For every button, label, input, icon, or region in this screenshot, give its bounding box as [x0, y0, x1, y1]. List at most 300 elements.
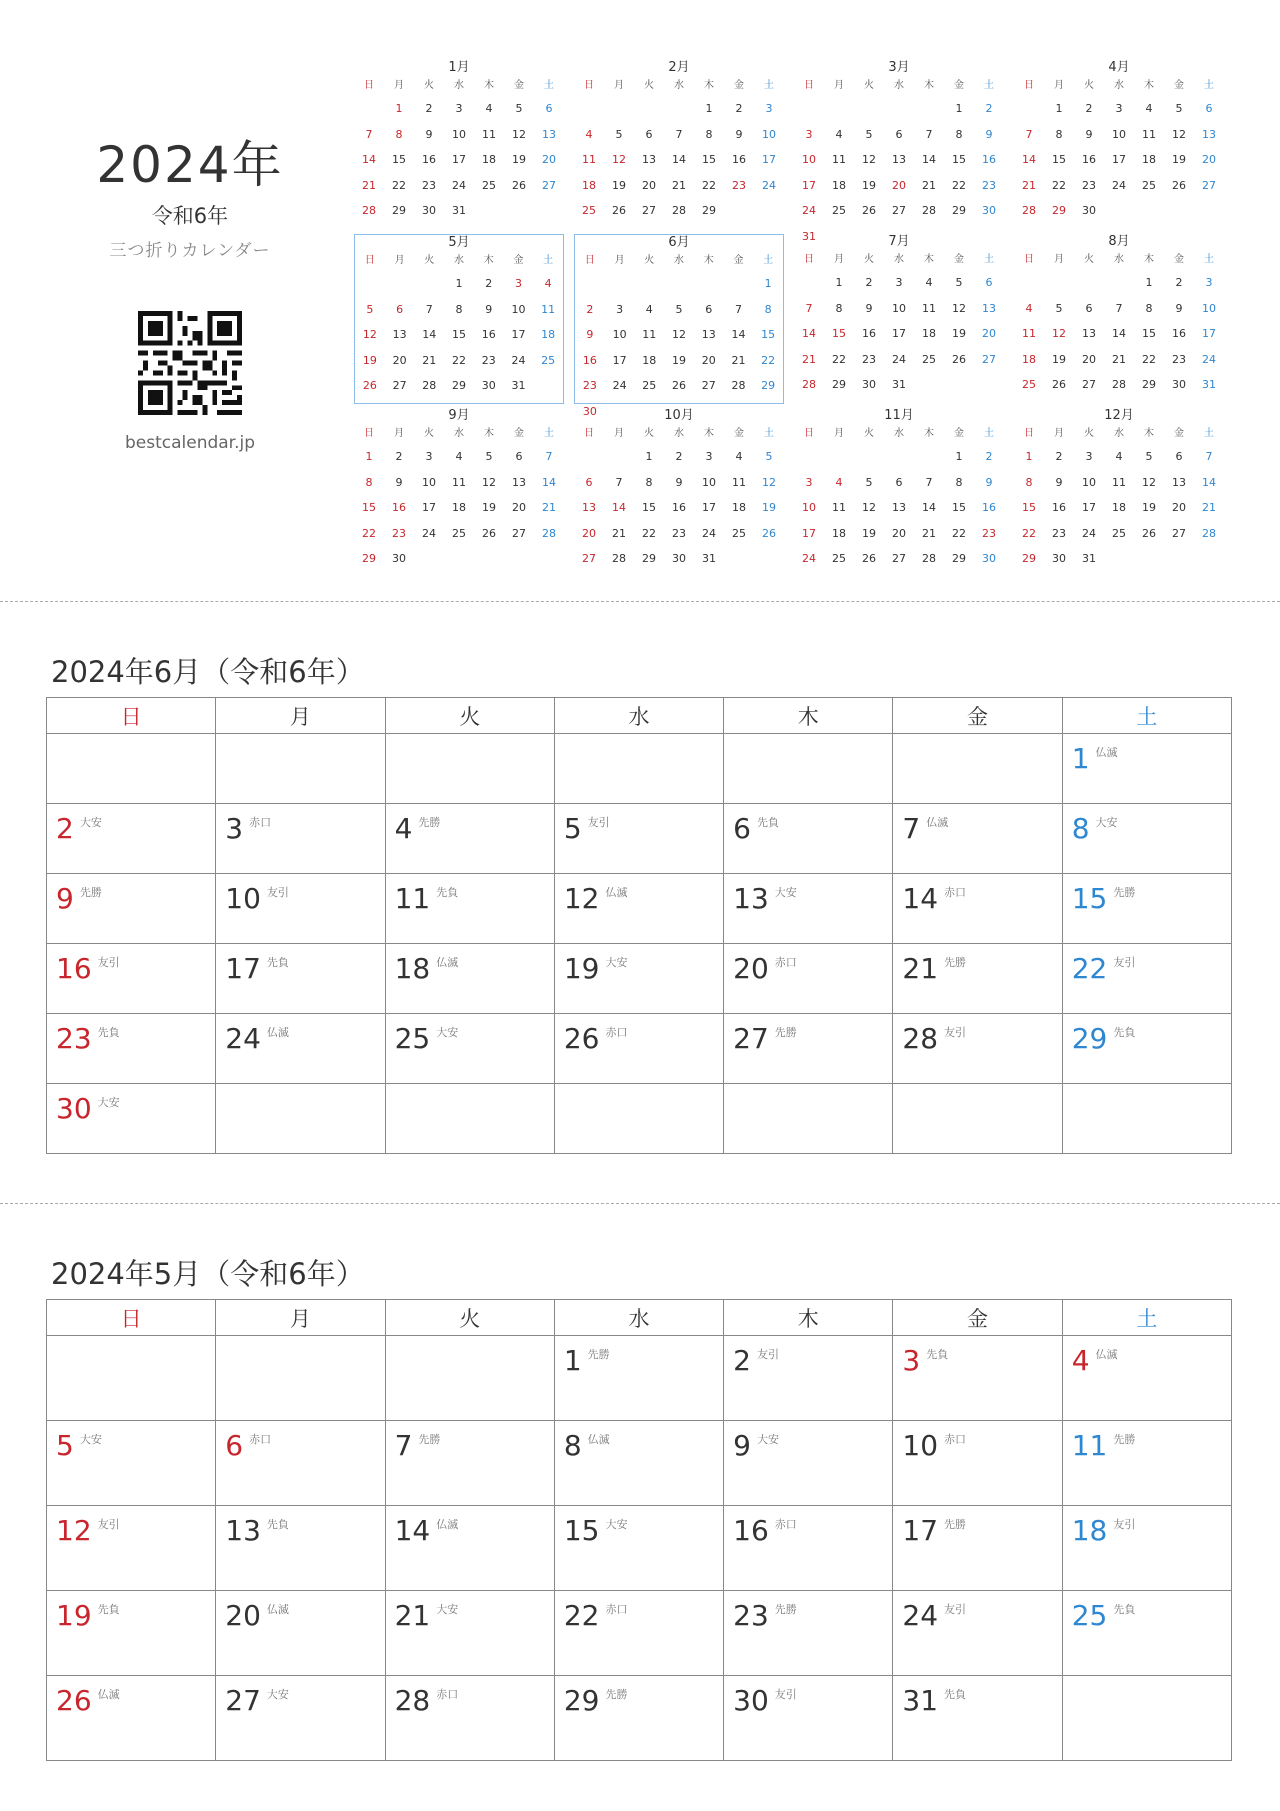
mini-day: 22: [702, 178, 716, 192]
mini-day: [1104, 198, 1134, 224]
mini-day: 23: [1082, 178, 1096, 192]
mini-weekday-header: [1014, 250, 1224, 270]
mini-weekday: 火: [864, 254, 874, 265]
mini-week-row: [794, 122, 1004, 148]
mini-weekday: 土: [543, 255, 554, 266]
mini-day: 24: [892, 352, 906, 366]
week-row: [47, 1014, 1232, 1084]
mini-month-title: 8月: [1108, 234, 1130, 249]
mini-weekday: 金: [733, 255, 744, 266]
mini-weekday-header: [794, 250, 1004, 270]
mini-day: 15: [1052, 153, 1066, 167]
day-number: 30: [733, 1684, 769, 1717]
mini-day: 11: [732, 475, 746, 489]
mini-day: 3: [805, 127, 813, 141]
mini-day: 31: [511, 379, 526, 393]
mini-day: 29: [642, 552, 656, 566]
mini-weekday: 火: [1084, 80, 1094, 91]
day-cell: [385, 874, 554, 944]
mini-day: [754, 198, 784, 224]
day-cell: [1062, 1676, 1231, 1761]
mini-day: 18: [922, 327, 936, 341]
week-row: [47, 1336, 1232, 1421]
mini-week-row: [354, 122, 564, 148]
day-content: [724, 1506, 892, 1547]
mini-day: 19: [952, 327, 966, 341]
day-content: [893, 1591, 1061, 1632]
rokuyo-label: 大安: [79, 1433, 102, 1446]
mini-day: 25: [482, 178, 496, 192]
mini-weekday: 土: [1204, 428, 1214, 439]
mini-day: 16: [1082, 153, 1096, 167]
rokuyo-label: 大安: [774, 886, 797, 899]
mini-day: 21: [672, 178, 686, 192]
mini-day: 30: [1172, 378, 1186, 392]
day-cell: [724, 1336, 893, 1421]
mini-weekday-header: [354, 76, 564, 96]
mini-day: [914, 372, 944, 398]
day-number: 9: [56, 882, 74, 915]
day-number: 15: [1071, 882, 1108, 915]
day-number: 11: [394, 882, 431, 915]
mini-weekday: 金: [1174, 254, 1184, 265]
day-cell: [724, 874, 893, 944]
mini-day: 1: [705, 102, 713, 115]
mini-week-row: [575, 373, 783, 399]
mini-day: 6: [705, 302, 713, 316]
mini-day: 22: [761, 353, 776, 367]
mini-day: 6: [1175, 450, 1183, 463]
mini-day: 18: [452, 501, 466, 515]
mini-day: 27: [542, 178, 556, 192]
mini-day: 11: [582, 153, 596, 167]
rokuyo-label: 赤口: [605, 1026, 628, 1039]
mini-day: 28: [802, 378, 816, 392]
mini-day: 5: [1145, 450, 1153, 463]
day-cell: [216, 804, 385, 874]
mini-day: 4: [925, 276, 933, 289]
day-content: [47, 1014, 215, 1055]
rokuyo-label: 先負: [1113, 1026, 1136, 1039]
mini-day: [474, 198, 504, 224]
day-cell: [724, 1676, 893, 1761]
mini-weekday: 土: [984, 254, 994, 265]
mini-weekday: 木: [924, 254, 934, 265]
day-cell: [47, 1014, 216, 1084]
mini-day: 14: [612, 501, 626, 515]
rokuyo-label: 先勝: [944, 1518, 967, 1531]
rokuyo-label: 赤口: [774, 1518, 797, 1531]
mini-day: 17: [1112, 153, 1126, 167]
rokuyo-label: 友引: [774, 1688, 797, 1701]
mini-day: [1164, 546, 1194, 572]
day-cell: [1062, 1336, 1231, 1421]
mini-month-title: 5月: [448, 235, 470, 250]
mini-day: 30: [982, 552, 996, 566]
mini-weekday: 金: [514, 428, 524, 439]
mini-day: 17: [1202, 327, 1216, 341]
mini-day: [1044, 270, 1074, 296]
mini-day: 1: [764, 277, 772, 290]
day-content: [893, 874, 1061, 915]
mini-weekday: 金: [954, 80, 964, 91]
mini-day: 6: [985, 276, 993, 289]
day-cell: [47, 1591, 216, 1676]
week-row: [47, 944, 1232, 1014]
day-number: 7: [394, 1429, 413, 1462]
mini-day: 2: [985, 102, 993, 115]
mini-day: [385, 271, 415, 297]
mini-weekday: 木: [484, 80, 494, 91]
mini-day: 23: [481, 353, 496, 367]
mini-day: 24: [511, 353, 526, 367]
mini-weekday: 月: [614, 80, 624, 91]
mini-weekday-header: [575, 251, 783, 271]
mini-day: 13: [542, 127, 556, 141]
rokuyo-label: 仏滅: [436, 1518, 459, 1531]
day-content: [47, 804, 215, 845]
mini-week-row: [574, 122, 784, 148]
day-content: [555, 1591, 723, 1632]
day-cell: [385, 1084, 554, 1154]
rokuyo-label: 赤口: [249, 816, 272, 829]
mini-day: 11: [452, 475, 466, 489]
weekday-header-row: [47, 1300, 1232, 1336]
mini-week-row: [1014, 296, 1224, 322]
rokuyo-label: 先負: [926, 1348, 949, 1361]
mini-day: 16: [1172, 327, 1186, 341]
mini-day: 28: [672, 204, 686, 218]
rokuyo-label: 仏滅: [1095, 1348, 1118, 1361]
mini-day: 10: [1112, 127, 1126, 141]
day-content: [893, 804, 1061, 845]
mini-day: 1: [955, 102, 963, 115]
mini-day: [534, 546, 564, 572]
mini-day: 17: [892, 327, 906, 341]
mini-month-title: 9月: [448, 408, 470, 423]
mini-weekday: 日: [364, 255, 375, 266]
day-number: 25: [394, 1022, 431, 1055]
mini-day: 10: [452, 127, 466, 141]
mini-day: 13: [892, 153, 906, 167]
day-content: [386, 804, 554, 845]
mini-week-row: [794, 470, 1004, 496]
mini-day: 5: [1175, 102, 1183, 115]
mini-day: 2: [865, 276, 873, 289]
mini-day: 4: [835, 475, 843, 489]
rokuyo-label: 先勝: [605, 1688, 628, 1701]
mini-day: 19: [1142, 501, 1156, 515]
day-number: 21: [902, 952, 939, 985]
rokuyo-label: 先勝: [944, 956, 967, 969]
mini-weekday: 月: [1054, 80, 1064, 91]
day-cell: [47, 1421, 216, 1506]
mini-day: 14: [362, 153, 376, 167]
mini-week-row: [1014, 521, 1224, 547]
mini-weekday: 金: [1174, 80, 1184, 91]
mini-weekday: 水: [674, 255, 685, 266]
day-number: 10: [225, 882, 261, 915]
mini-day: 28: [922, 204, 936, 218]
mini-day: 30: [1082, 204, 1096, 218]
day-content: [1063, 1336, 1231, 1377]
mini-day: 24: [702, 526, 716, 540]
mini-day: 23: [1172, 352, 1186, 366]
mini-day: 20: [1082, 352, 1096, 366]
mini-day: 9: [395, 475, 403, 489]
mini-day: 4: [585, 127, 593, 141]
mini-day: 24: [1112, 178, 1126, 192]
mini-day: 14: [422, 328, 437, 342]
day-number: 6: [225, 1429, 244, 1462]
mini-day: [1134, 198, 1164, 224]
mini-week-row: [354, 173, 564, 199]
mini-day: 19: [762, 501, 776, 515]
day-cell: [47, 1506, 216, 1591]
mini-week-row: [574, 96, 784, 122]
mini-day: 17: [1082, 501, 1096, 515]
week-row: [47, 1676, 1232, 1761]
mini-day: [794, 96, 824, 122]
mini-day: 25: [541, 353, 556, 367]
mini-weekday-header: [1014, 424, 1224, 444]
mini-weekday: 木: [1144, 80, 1154, 91]
mini-day: [824, 444, 854, 470]
mini-day: [634, 96, 664, 122]
day-content: [216, 874, 384, 915]
day-content: [386, 1676, 554, 1717]
mini-week-row: [794, 296, 1004, 322]
mini-weekday: 土: [764, 80, 774, 91]
mini-day: 1: [1025, 450, 1033, 463]
mini-day: 24: [1202, 352, 1216, 366]
mini-day: 12: [612, 153, 626, 167]
mini-day: [724, 198, 754, 224]
mini-weekday: 水: [454, 255, 465, 266]
mini-week-row: [794, 372, 1004, 398]
mini-day: 15: [952, 501, 966, 515]
mini-day: 29: [952, 204, 966, 218]
weekday-header: 火: [385, 698, 554, 734]
day-content: [47, 1421, 215, 1462]
mini-weekday: 金: [734, 80, 744, 91]
day-number: 13: [225, 1514, 261, 1547]
mini-day: 13: [392, 328, 407, 342]
day-content: [386, 944, 554, 985]
mini-weekday: 金: [954, 254, 964, 265]
mini-day: 16: [1052, 501, 1066, 515]
mini-month-title: 6月: [668, 235, 690, 250]
day-cell: [1062, 874, 1231, 944]
day-content: [216, 1676, 384, 1717]
mini-weekday-header: [794, 424, 1004, 444]
day-content: [893, 1506, 1061, 1547]
mini-day: 5: [675, 302, 683, 316]
mini-day: 12: [1052, 327, 1066, 341]
mini-day: 24: [762, 178, 776, 192]
mini-day: 19: [362, 353, 377, 367]
mini-day: 15: [761, 328, 776, 342]
mini-day: 11: [642, 328, 657, 342]
day-cell: [554, 1014, 723, 1084]
rokuyo-label: 先勝: [418, 1433, 441, 1446]
rokuyo-label: 先負: [944, 1688, 967, 1701]
mini-day: 4: [455, 450, 463, 463]
day-cell: [554, 804, 723, 874]
mini-day: 12: [862, 501, 876, 515]
day-cell: [893, 1591, 1062, 1676]
mini-day: 16: [732, 153, 746, 167]
day-cell: [893, 874, 1062, 944]
mini-day: 6: [895, 127, 903, 141]
mini-week-row: [794, 96, 1004, 122]
day-cell: [554, 874, 723, 944]
weekday-header: 木: [724, 1300, 893, 1336]
day-cell: [216, 1506, 385, 1591]
day-content: [893, 1014, 1061, 1055]
mini-day: 21: [612, 526, 626, 540]
mini-day: 13: [1082, 327, 1096, 341]
day-number: 7: [902, 812, 921, 845]
rokuyo-label: 仏滅: [266, 1026, 289, 1039]
mini-day: 2: [1055, 450, 1063, 463]
mini-weekday: 土: [763, 255, 774, 266]
mini-weekday: 木: [703, 255, 714, 266]
day-cell: [724, 1014, 893, 1084]
day-cell: [724, 1591, 893, 1676]
mini-day: 31: [1202, 378, 1216, 392]
day-number: 24: [225, 1022, 261, 1055]
mini-day: 20: [982, 327, 996, 341]
day-cell: [724, 734, 893, 804]
mini-month-title: 1月: [448, 60, 470, 75]
mini-week-row: [574, 444, 784, 470]
mini-day: 28: [922, 552, 936, 566]
mini-day: 19: [862, 526, 876, 540]
day-cell: [1062, 1506, 1231, 1591]
mini-day: 29: [452, 379, 467, 393]
fold-line: [0, 1203, 1280, 1204]
mini-day: 12: [862, 153, 876, 167]
day-number: 18: [1071, 1514, 1108, 1547]
mini-day: 14: [731, 328, 746, 342]
mini-day: [474, 546, 504, 572]
mini-day: 16: [862, 327, 876, 341]
mini-day: 1: [395, 102, 403, 115]
mini-day: 20: [1172, 501, 1186, 515]
mini-day: [754, 546, 784, 572]
rokuyo-label: 友引: [97, 956, 120, 969]
mini-month: [1014, 408, 1224, 578]
mini-day: 9: [1085, 127, 1093, 141]
mini-day: 28: [542, 526, 556, 540]
mini-day: 18: [1022, 352, 1036, 366]
mini-day: 22: [1142, 352, 1156, 366]
mini-day: [444, 546, 474, 572]
day-cell: [893, 1506, 1062, 1591]
mini-day: 26: [862, 204, 876, 218]
mini-day: 7: [615, 475, 623, 489]
mini-day: 26: [762, 526, 776, 540]
mini-day: 20: [582, 526, 596, 540]
day-number: 12: [56, 1514, 92, 1547]
mini-day: 6: [545, 102, 553, 115]
mini-day: [884, 96, 914, 122]
mini-day: 4: [1145, 102, 1153, 115]
mini-day: 15: [362, 501, 376, 515]
mini-weekday: 日: [1024, 254, 1034, 265]
mini-day: 1: [835, 276, 843, 289]
mini-day: 27: [892, 552, 906, 566]
mini-day: 15: [702, 153, 716, 167]
rokuyo-label: 大安: [266, 1688, 289, 1701]
day-number: 28: [394, 1684, 431, 1717]
day-cell: [385, 1506, 554, 1591]
mini-day: 29: [702, 204, 716, 218]
mini-day: [354, 96, 384, 122]
mini-day: 22: [832, 352, 846, 366]
day-cell: [1062, 804, 1231, 874]
day-content: [724, 1421, 892, 1462]
mini-day: 9: [1175, 301, 1183, 315]
mini-day: 18: [482, 153, 496, 167]
day-number: 10: [902, 1429, 939, 1462]
day-cell: [554, 1591, 723, 1676]
mini-day: 26: [1172, 178, 1186, 192]
mini-day: 23: [862, 352, 876, 366]
mini-day: 25: [1142, 178, 1156, 192]
mini-month-title: 3月: [888, 60, 910, 75]
day-content: [386, 874, 554, 915]
mini-day: 9: [985, 127, 993, 141]
day-number: 16: [56, 952, 92, 985]
day-content: [555, 804, 723, 845]
mini-day: 8: [705, 127, 713, 141]
day-cell: [1062, 734, 1231, 804]
mini-weekday: 日: [804, 254, 814, 265]
mini-day: 22: [642, 526, 656, 540]
mini-week-row: [354, 521, 564, 547]
day-cell: [47, 1336, 216, 1421]
mini-day: 5: [865, 475, 873, 489]
mini-week-row: [794, 444, 1004, 470]
mini-day: 11: [482, 127, 496, 141]
mini-day: 22: [392, 178, 406, 192]
mini-day: 30: [481, 379, 496, 393]
mini-weekday: 木: [483, 255, 494, 266]
day-cell: [893, 944, 1062, 1014]
mini-day: 29: [761, 379, 776, 393]
day-content: [893, 944, 1061, 985]
mini-weekday: 月: [614, 428, 624, 439]
day-number: 8: [1071, 812, 1090, 845]
day-cell: [216, 1591, 385, 1676]
day-cell: [893, 804, 1062, 874]
rokuyo-label: 先負: [436, 886, 459, 899]
mini-day: 3: [805, 475, 813, 489]
day-cell: [1062, 1014, 1231, 1084]
mini-weekday: 水: [1114, 80, 1124, 91]
weekday-header: 金: [893, 698, 1062, 734]
mini-day: 20: [642, 178, 656, 192]
mini-day: 30: [672, 552, 686, 566]
day-cell: [216, 1421, 385, 1506]
day-cell: [1062, 1421, 1231, 1506]
day-cell: [1062, 1591, 1231, 1676]
day-number: 27: [733, 1022, 769, 1055]
mini-day: 3: [765, 102, 773, 115]
day-content: [555, 1336, 723, 1377]
